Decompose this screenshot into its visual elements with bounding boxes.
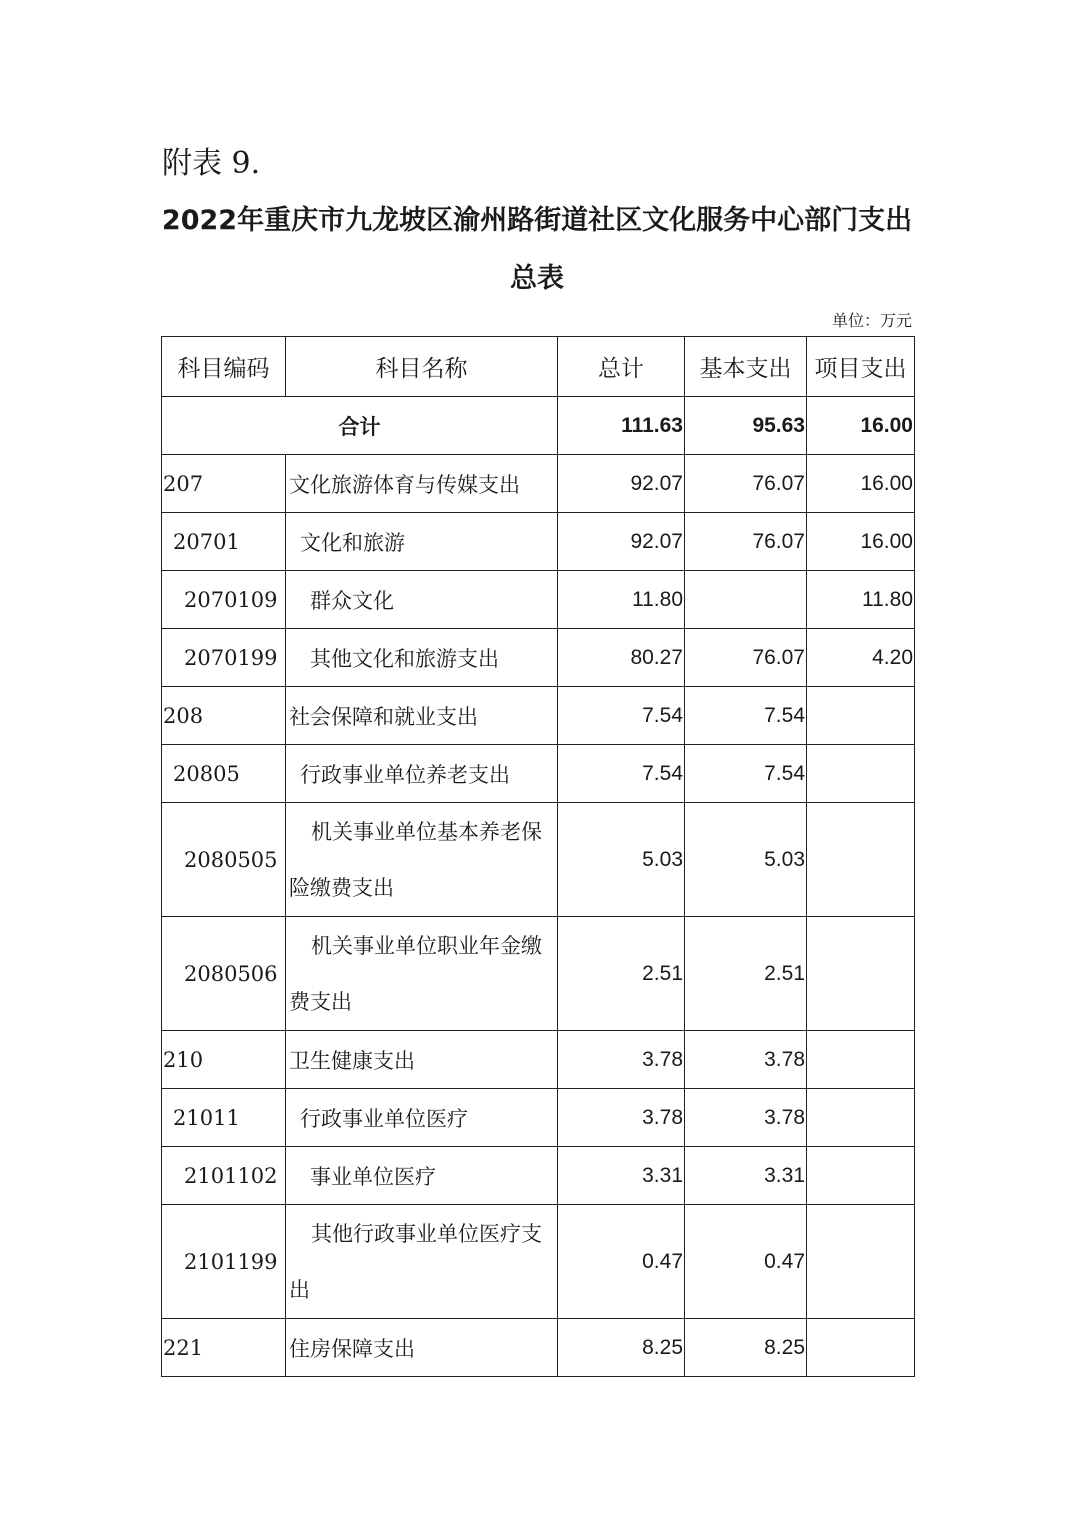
row-basic: 3.78 — [685, 1031, 807, 1089]
table-row — [162, 1031, 915, 1089]
header-basic: 基本支出 — [685, 337, 807, 397]
row-total: 92.07 — [558, 455, 685, 513]
header-code: 科目编码 — [162, 337, 286, 397]
row-code: 21011 — [162, 1089, 286, 1147]
table-row — [162, 571, 915, 629]
total-basic: 95.63 — [685, 397, 807, 455]
row-total: 5.03 — [558, 803, 685, 917]
row-total: 3.31 — [558, 1147, 685, 1205]
row-code: 20805 — [162, 745, 286, 803]
page-title: 2022年重庆市九龙坡区渝州路街道社区文化服务中心部门支出 — [161, 205, 913, 236]
row-total: 8.25 — [558, 1319, 685, 1377]
row-code: 210 — [162, 1031, 286, 1089]
row-project: 16.00 — [807, 455, 915, 513]
row-basic: 76.07 — [685, 455, 807, 513]
row-total: 11.80 — [558, 571, 685, 629]
row-total: 92.07 — [558, 513, 685, 571]
row-total: 80.27 — [558, 629, 685, 687]
row-basic: 7.54 — [685, 687, 807, 745]
row-total: 7.54 — [558, 687, 685, 745]
table-row — [162, 1147, 915, 1205]
row-project — [807, 803, 915, 917]
header-project: 项目支出 — [807, 337, 915, 397]
row-project: 16.00 — [807, 513, 915, 571]
row-basic: 3.78 — [685, 1089, 807, 1147]
row-total: 3.78 — [558, 1089, 685, 1147]
row-basic: 0.47 — [685, 1205, 807, 1319]
row-basic: 8.25 — [685, 1319, 807, 1377]
row-basic: 76.07 — [685, 513, 807, 571]
row-name: 事业单位医疗 — [286, 1147, 558, 1205]
expenditure-table — [161, 336, 915, 1377]
row-name: 其他行政事业单位医疗支出 — [286, 1205, 558, 1319]
row-basic: 3.31 — [685, 1147, 807, 1205]
row-total: 2.51 — [558, 917, 685, 1031]
row-total: 3.78 — [558, 1031, 685, 1089]
total-project: 16.00 — [807, 397, 915, 455]
unit-label: 单位：万元 — [831, 311, 912, 330]
row-project — [807, 917, 915, 1031]
total-total: 111.63 — [558, 397, 685, 455]
total-label: 合计 — [162, 397, 558, 455]
row-name: 行政事业单位养老支出 — [286, 745, 558, 803]
table-row — [162, 803, 915, 917]
row-total: 0.47 — [558, 1205, 685, 1319]
row-basic — [685, 571, 807, 629]
row-code: 2080506 — [162, 917, 286, 1031]
row-project — [807, 1089, 915, 1147]
row-name: 卫生健康支出 — [286, 1031, 558, 1089]
row-basic: 7.54 — [685, 745, 807, 803]
row-name: 住房保障支出 — [286, 1319, 558, 1377]
page-title-line2: 总表 — [510, 263, 564, 294]
row-project — [807, 745, 915, 803]
table-row — [162, 513, 915, 571]
row-name: 机关事业单位基本养老保险缴费支出 — [286, 803, 558, 917]
row-code: 2101102 — [162, 1147, 286, 1205]
row-code: 208 — [162, 687, 286, 745]
table-row — [162, 455, 915, 513]
row-name: 其他文化和旅游支出 — [286, 629, 558, 687]
table-row — [162, 917, 915, 1031]
row-code: 221 — [162, 1319, 286, 1377]
row-project: 4.20 — [807, 629, 915, 687]
row-code: 2070109 — [162, 571, 286, 629]
row-project — [807, 1147, 915, 1205]
header-total: 总计 — [558, 337, 685, 397]
row-project — [807, 1319, 915, 1377]
row-name: 文化和旅游 — [286, 513, 558, 571]
row-total: 7.54 — [558, 745, 685, 803]
row-basic: 5.03 — [685, 803, 807, 917]
row-project: 11.80 — [807, 571, 915, 629]
table-header-row — [162, 337, 915, 397]
table-row — [162, 629, 915, 687]
row-project — [807, 1205, 915, 1319]
header-name: 科目名称 — [286, 337, 558, 397]
appendix-label: 附表 9. — [162, 146, 261, 181]
row-name: 社会保障和就业支出 — [286, 687, 558, 745]
table-row — [162, 1089, 915, 1147]
row-name: 机关事业单位职业年金缴费支出 — [286, 917, 558, 1031]
table-row — [162, 687, 915, 745]
row-name: 文化旅游体育与传媒支出 — [286, 455, 558, 513]
row-code: 2080505 — [162, 803, 286, 917]
total-row — [162, 397, 915, 455]
row-code: 2070199 — [162, 629, 286, 687]
table-row — [162, 1205, 915, 1319]
row-code: 2101199 — [162, 1205, 286, 1319]
table-row — [162, 1319, 915, 1377]
row-project — [807, 687, 915, 745]
row-project — [807, 1031, 915, 1089]
table-row — [162, 745, 915, 803]
row-basic: 76.07 — [685, 629, 807, 687]
row-basic: 2.51 — [685, 917, 807, 1031]
row-name: 行政事业单位医疗 — [286, 1089, 558, 1147]
row-code: 20701 — [162, 513, 286, 571]
row-name: 群众文化 — [286, 571, 558, 629]
row-code: 207 — [162, 455, 286, 513]
